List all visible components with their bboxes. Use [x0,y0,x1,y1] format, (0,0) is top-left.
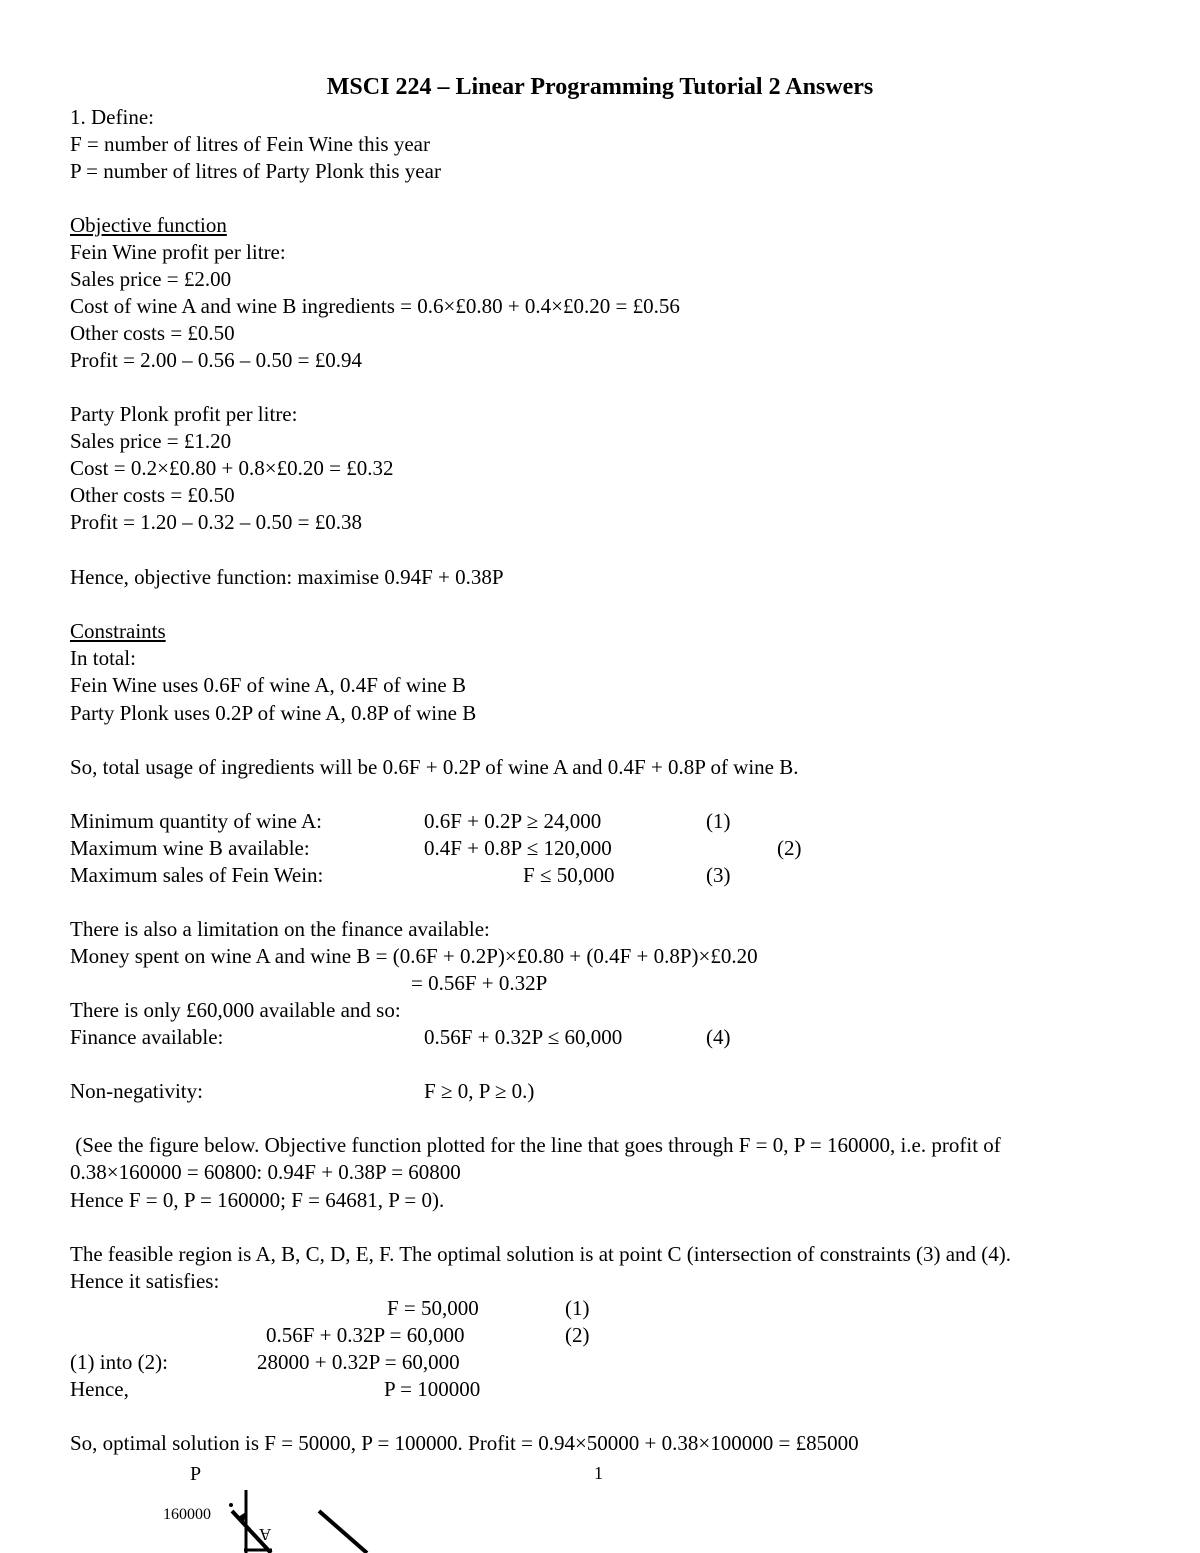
solution-eq-1-number: (1) [565,1296,590,1320]
objective-function: Hence, objective function: maximise 0.94F + 0.38P [70,565,504,589]
finance-intro: There is also a limitation on the finance available: [70,917,490,941]
fein-sales-price: Sales price = £2.00 [70,267,232,291]
hence-satisfies: Hence it satisfies: [70,1269,220,1293]
constraint-3-number: (3) [706,863,731,887]
constraint-2-expr: 0.4F + 0.8P ≤ 120,000 [424,836,612,860]
fein-ingredient-cost: Cost of wine A and wine B ingredients = 0.6×£0.80 + 0.4×£0.20 = £0.56 [70,294,680,318]
total-usage: So, total usage of ingredients will be 0.6F + 0.2P of wine A and 0.4F + 0.8P of wine B. [70,755,799,779]
party-profit-heading: Party Plonk profit per litre: [70,402,298,426]
constraint-3-expr: F ≤ 50,000 [523,863,615,887]
constraint-4-label: Finance available: [70,1025,224,1049]
nonnegativity-label: Non-negativity: [70,1079,203,1103]
constraint-1-expr: 0.6F + 0.2P ≥ 24,000 [424,809,602,833]
substitution-label: (1) into (2): [70,1350,168,1374]
constraint-2-label: Maximum wine B available: [70,836,310,860]
page-title: MSCI 224 – Linear Programming Tutorial 2 Answers [326,74,874,100]
party-ingredient-cost: Cost = 0.2×£0.80 + 0.8×£0.20 = £0.32 [70,456,394,480]
figure-point-a-label: A [259,1525,272,1544]
feasible-region-text: The feasible region is A, B, C, D, E, F. The optimal solution is at point C (intersection of constraints (3) and (4). [70,1242,1012,1266]
f-definition: F = number of litres of Fein Wine this year [70,132,430,156]
objective-heading: Objective function [70,213,227,237]
figure-note-line-1: (See the figure below. Objective function plotted for the line that goes through F = 0, P = 160000, i.e. profit of [70,1133,1001,1157]
page-number: 1 [594,1463,603,1483]
constraint-2-number: (2) [777,836,802,860]
party-usage: Party Plonk uses 0.2P of wine A, 0.8P of wine B [70,701,477,725]
fein-profit: Profit = 2.00 – 0.56 – 0.50 = £0.94 [70,348,363,372]
party-other-costs: Other costs = £0.50 [70,483,235,507]
constraint-4-number: (4) [706,1025,731,1049]
solution-eq-2-number: (2) [565,1323,590,1347]
constraint-3-label: Maximum sales of Fein Wein: [70,863,324,887]
figure-point-marker [229,1503,233,1507]
party-sales-price: Sales price = £1.20 [70,429,232,453]
constraint-4-expr: 0.56F + 0.32P ≤ 60,000 [424,1025,623,1049]
figure-axis-p-label: P [190,1463,202,1485]
constraint-1-label: Minimum quantity of wine A: [70,809,322,833]
substitution-expr: 28000 + 0.32P = 60,000 [257,1350,460,1374]
figure-objective-line [319,1511,367,1553]
only-60000: There is only £60,000 available and so: [70,998,401,1022]
fein-profit-heading: Fein Wine profit per litre: [70,240,286,264]
constraint-1-number: (1) [706,809,731,833]
define-heading: 1. Define: [70,105,154,129]
solution-eq-1: F = 50,000 [387,1296,479,1320]
nonnegativity-expr: F ≥ 0, P ≥ 0.) [424,1079,535,1103]
fein-other-costs: Other costs = £0.50 [70,321,235,345]
hence-label: Hence, [70,1377,129,1401]
figure-note-line-2: 0.38×160000 = 60800: 0.94F + 0.38P = 60800 [70,1160,461,1184]
figure-note-line-3: Hence F = 0, P = 160000; F = 64681, P = 0). [70,1188,445,1212]
party-profit: Profit = 1.20 – 0.32 – 0.50 = £0.38 [70,510,363,534]
hence-expr: P = 100000 [384,1377,481,1401]
in-total: In total: [70,646,136,670]
solution-eq-2: 0.56F + 0.32P = 60,000 [266,1323,465,1347]
p-definition: P = number of litres of Party Plonk this year [70,159,441,183]
constraints-heading: Constraints [70,619,166,643]
figure-constraint-line [232,1511,271,1553]
figure-tick-160000: 160000 [163,1506,211,1523]
money-spent-simplified: = 0.56F + 0.32P [411,971,548,995]
optimal-solution: So, optimal solution is F = 50000, P = 100000. Profit = 0.94×50000 + 0.38×100000 = £85000 [70,1431,859,1455]
money-spent: Money spent on wine A and wine B = (0.6F + 0.2P)×£0.80 + (0.4F + 0.8P)×£0.20 [70,944,758,968]
fein-usage: Fein Wine uses 0.6F of wine A, 0.4F of wine B [70,673,467,697]
